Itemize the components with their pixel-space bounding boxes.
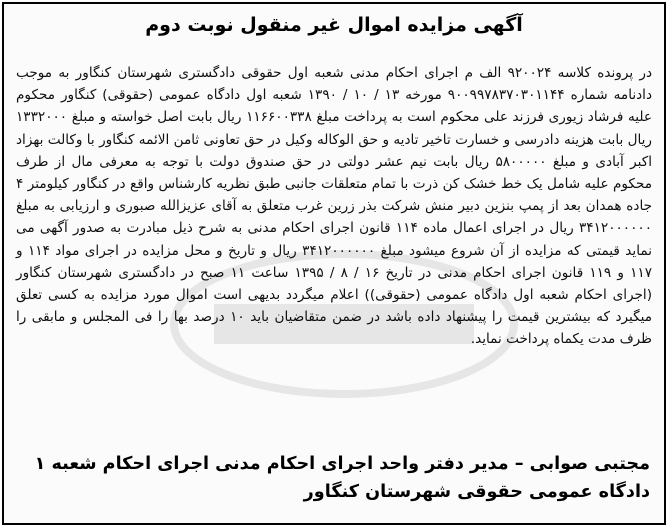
notice-title: آگهی مزایده اموال غیر منقول نوبت دوم xyxy=(145,14,523,36)
notice-frame xyxy=(2,2,666,525)
notice-body xyxy=(16,62,652,351)
signature-line-1: مجتبی صوابی – مدیر دفتر واحد اجرای احکام مدنی اجرای احکام شعبه ۱ xyxy=(34,454,650,474)
signature-line-2: دادگاه عمومی حقوقی شهرستان کنگاور xyxy=(303,482,650,502)
notice-body-paragraph: در پرونده کلاسه ۹۲۰۰۲۴ الف م اجرای احکام مدنی شعبه اول حقوقی دادگستری شهرستان کنگاور به موجب دادنامه شماره ۹۰۰۹۹۷۸۳۷۰۳۰۱۱۴۴ مورخه ۱۳ / ۱۰ / ۱۳۹۰ شعبه اول دادگاه عمومی (حقوقی) کنگاور محکوم علیه فرشاد زیوری فرزند علی محکوم است به پرداخت مبلغ ۱۱۶۶۰۰۳۳۸ ریال بابت اصل خواسته و مبلغ ۱۳۳۲۰۰۰ ریال بابت هزینه دادرسی و خسارت تاخیر تادیه و حق الوکاله وکیل در حق تعاونی ثامن الائمه کنگاور با وکالت بهزاد اکبر آبادی و مبلغ ۵۸۰۰۰۰۰ ریال بابت نیم عشر دولتی در حق صندوق دولت با توجه به معرفی مال از طرف محکوم علیه شامل یک خط خشک کن ذرت با تمام متعلقات جانبی طبق نظریه کارشناس واقع در کنگاور کیلومتر ۴ جاده همدان بعد از پمپ بنزین دبیر منش شرکت بذر زرین غرب متعلق به آقای عزیزالله صبوری و ارزیابی به مبلغ ۳۴۱۲۰۰۰۰۰۰ ریال در اجرای اعمال ماده ۱۱۴ قانون اجرای احکام مدنی به شرح ذیل مبادرت به صدور آگهی می نماید قیمتی که مزایده از آن شروع میشود مبلغ ۳۴۱۲۰۰۰۰۰۰ ریال و تاریخ و محل مزایده در اجرای مواد ۱۱۴ و ۱۱۷ و ۱۱۹ قانون اجرای احکام مدنی در تاریخ ۱۶ / ۸ / ۱۳۹۵ ساعت ۱۱ صبح در دادگستری شهرستان کنگاور (اجرای احکام شعبه اول دادگاه عمومی (حقوقی)) اعلام میگردد بدیهی است اموال مورد مزایده به کسی تعلق میگیرد که بیشترین قیمت را پیشنهاد داده باشد در ضمن متقاضیان باید ۱۰ درصد بها را فی المجلس و مابقی را ظرف مدت یکماه پرداخت نماید. xyxy=(16,65,653,348)
signature-block xyxy=(18,450,650,506)
